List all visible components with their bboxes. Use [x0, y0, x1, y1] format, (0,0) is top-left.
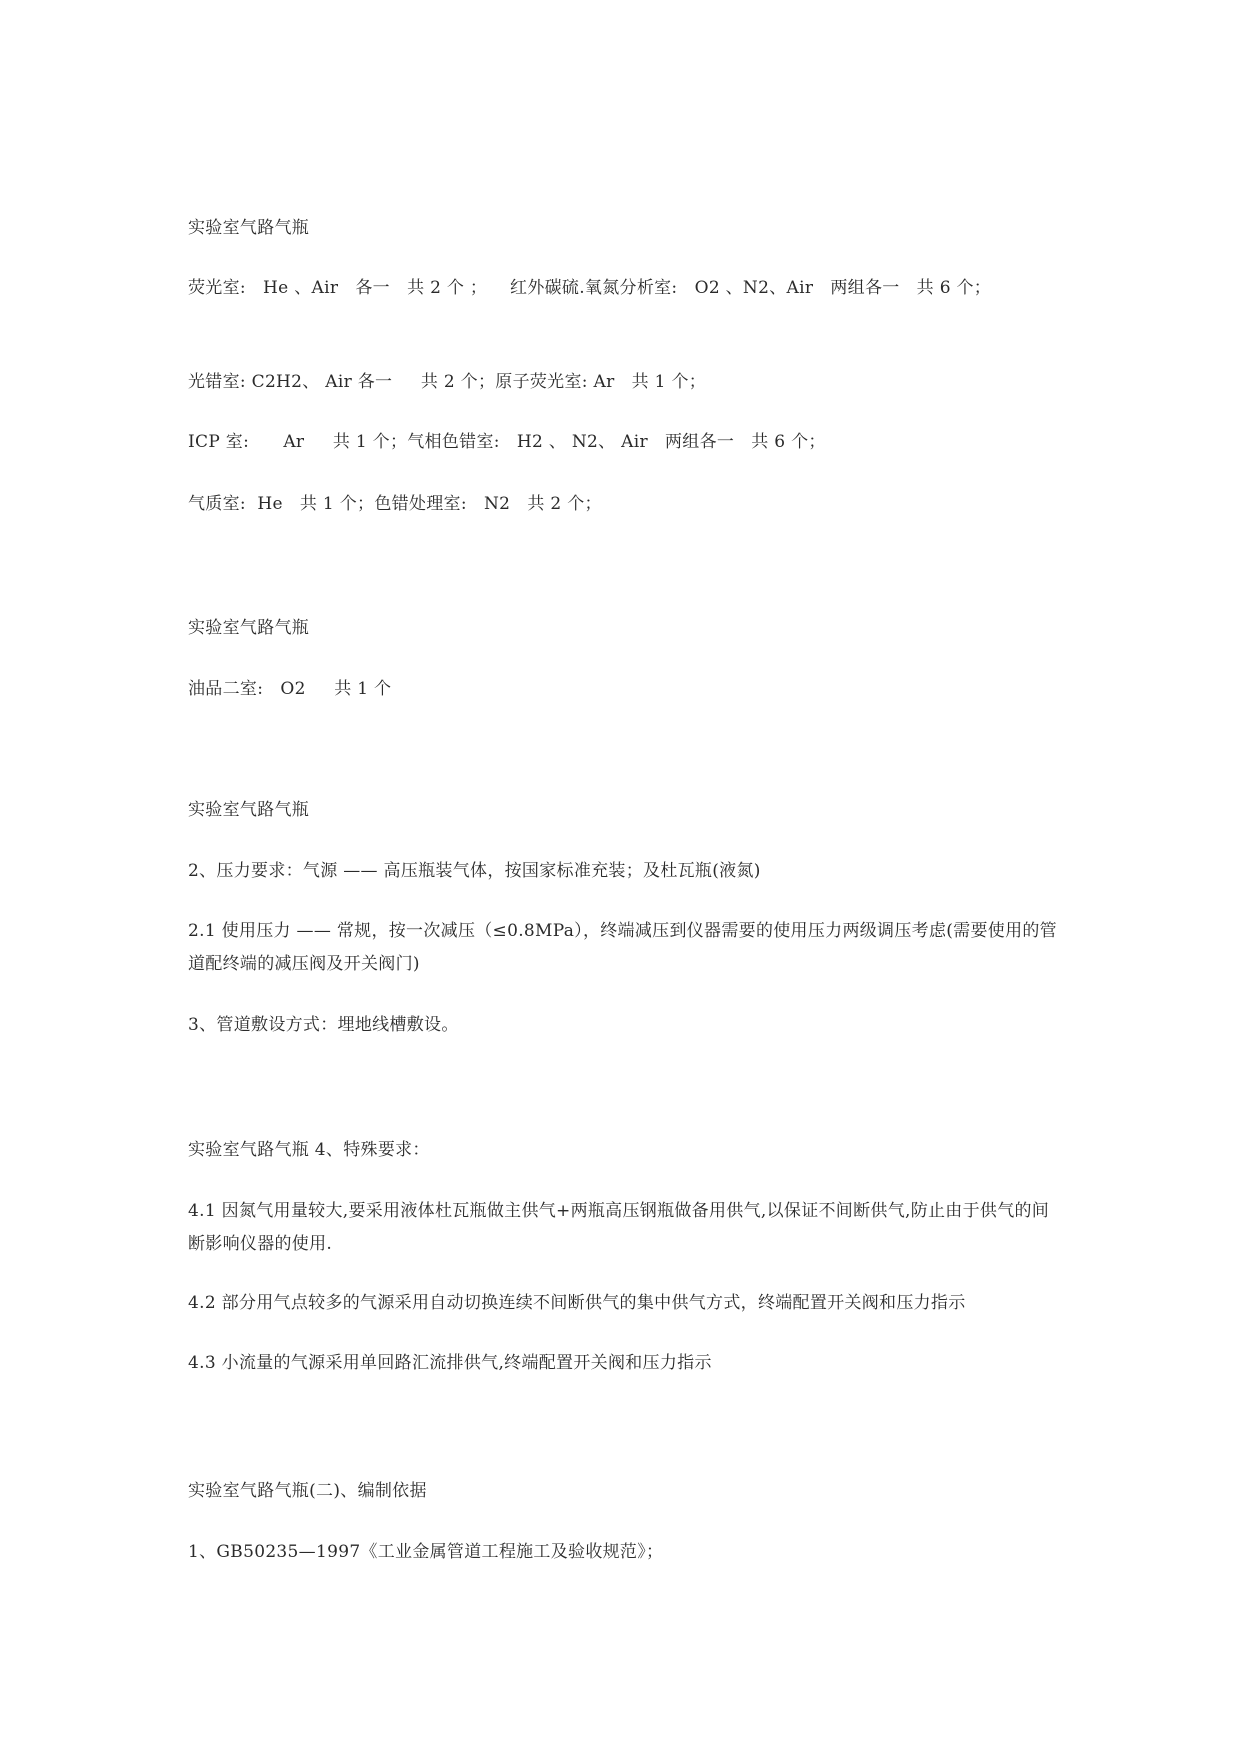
section-1-line-3: ICP 室: Ar 共 1 个；气相色错室: H2 、 N2、 Air 两组各一 共 6 个； — [188, 432, 826, 452]
section-4-heading: 实验室气路气瓶 4、特殊要求： — [188, 1140, 430, 1160]
section-4-line-1: 4.1 因氮气用量较大,要采用液体杜瓦瓶做主供气+两瓶高压钢瓶做备用供气,以保证不间断供气,防止由于供气的间断影响仪器的使用. — [188, 1201, 1050, 1254]
section-2-line-1: 油品二室: O2 共 1 个 — [188, 679, 392, 699]
section-5-heading: 实验室气路气瓶(二)、编制依据 — [188, 1481, 427, 1501]
section-3-line-3: 3、管道敷设方式：埋地线槽敷设。 — [188, 1015, 459, 1035]
section-1-line-2: 光错室: C2H2、 Air 各一 共 2 个；原子荧光室: Ar 共 1 个； — [188, 372, 707, 392]
section-5-line-1: 1、GB50235—1997《工业金属管道工程施工及验收规范》； — [188, 1542, 664, 1562]
section-1-line-1: 荧光室: He 、Air 各一 共 2 个 ； 红外碳硫.氧氮分析室: O2 、N2、Air 两组各一 共 6 个； — [188, 278, 992, 298]
section-1-heading: 实验室气路气瓶 — [188, 218, 310, 238]
section-4-line-2: 4.2 部分用气点较多的气源采用自动切换连续不间断供气的集中供气方式，终端配置开关阀和压力指示 — [188, 1293, 966, 1313]
section-3-heading: 实验室气路气瓶 — [188, 800, 310, 820]
section-3-line-1: 2、压力要求：气源 —— 高压瓶装气体，按国家标准充装；及杜瓦瓶(液氮) — [188, 861, 761, 881]
section-3-line-2: 2.1 使用压力 —— 常规，按一次减压（≤0.8MPa），终端减压到仪器需要的使用压力两级调压考虑(需要使用的管道配终端的减压阀及开关阀门) — [188, 921, 1057, 974]
section-2-heading: 实验室气路气瓶 — [188, 618, 310, 638]
section-1-line-4: 气质室: He 共 1 个；色错处理室: N2 共 2 个； — [188, 494, 602, 514]
section-4-line-3: 4.3 小流量的气源采用单回路汇流排供气,终端配置开关阀和压力指示 — [188, 1353, 712, 1373]
